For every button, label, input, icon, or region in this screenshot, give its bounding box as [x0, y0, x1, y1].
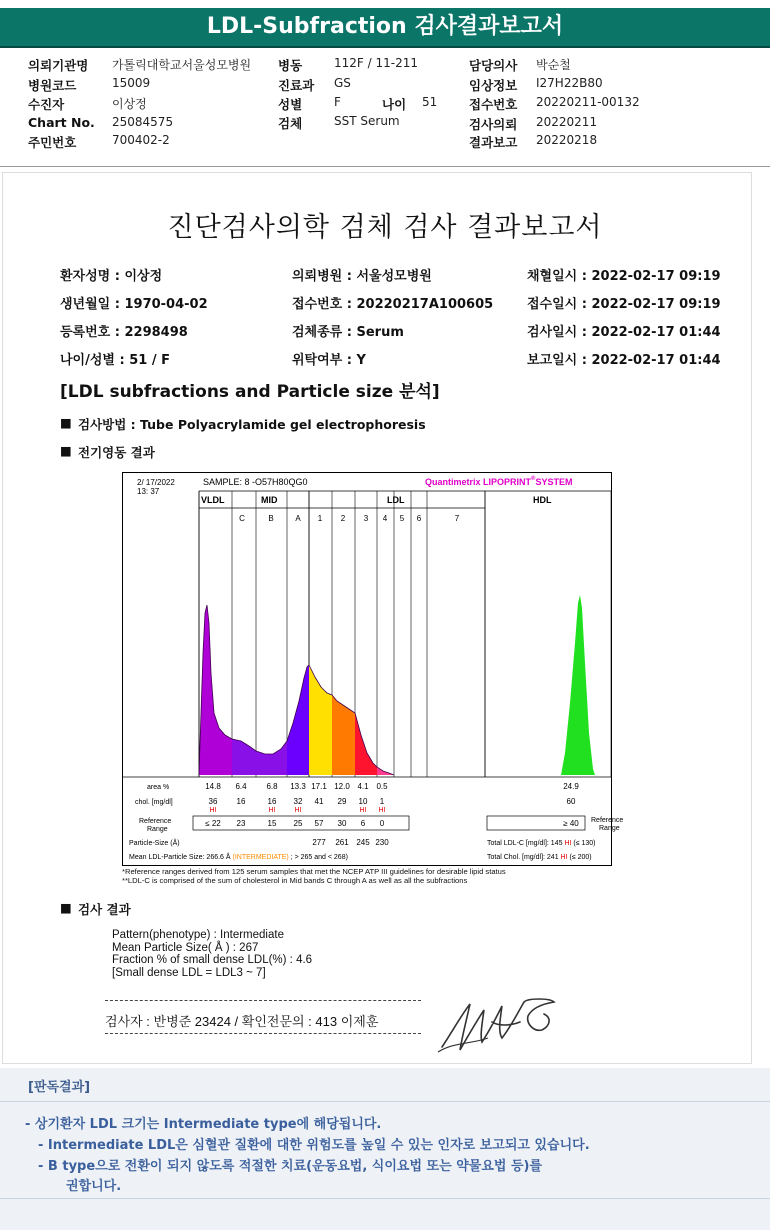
chart-footnotes	[122, 867, 602, 885]
info-label: 임상정보	[469, 78, 518, 93]
footnote: **LDL-C is comprised of the sum of cholesterol in Mid bands C through A as well as all the subfractions	[122, 876, 468, 885]
info-value: F	[334, 95, 341, 109]
info-value: 112F / 11-211	[334, 56, 418, 70]
patient-field: 검체종류 : Serum	[292, 325, 404, 340]
result-label: 검사 결과	[78, 902, 131, 917]
particle-size-value: 230	[375, 838, 389, 847]
chol-value: 32	[293, 797, 303, 806]
area-value: 6.4	[235, 782, 247, 791]
info-value: I27H22B80	[536, 76, 603, 90]
flag-value: HI	[359, 807, 367, 814]
area-value: 17.1	[311, 782, 327, 791]
chol-value: 16	[236, 797, 246, 806]
band-label: 6	[416, 514, 422, 523]
result-line: Fraction % of small dense LDL(%) : 4.6	[112, 954, 313, 966]
order-info-table	[0, 50, 770, 167]
chart-sample: SAMPLE: 8 -O57H80QG0	[203, 477, 308, 487]
group-label-mid: MID	[261, 495, 278, 505]
group-label-hdl: HDL	[533, 495, 552, 505]
area-value: 4.1	[357, 782, 369, 791]
interpretation-line: 권합니다.	[66, 1179, 122, 1194]
ldl3-peak	[355, 713, 377, 775]
ref-value: ≤ 22	[205, 819, 221, 828]
ldl2-peak	[332, 695, 355, 775]
patient-field: 검사일시 : 2022-02-17 01:44	[527, 325, 721, 340]
ref-value: 6	[360, 819, 366, 828]
bullet-icon: ■	[60, 443, 72, 458]
info-label: 병원코드	[28, 78, 77, 93]
chart-system-name: Quantimetrix LIPOPRINT®SYSTEM	[425, 476, 573, 487]
patient-field: 등록번호 : 2298498	[60, 325, 188, 340]
chart-date: 2/ 17/2022	[137, 478, 175, 487]
info-value: 15009	[112, 76, 151, 90]
electrophoresis-curves	[199, 595, 595, 775]
info-label: Chart No.	[28, 115, 95, 130]
particle-size-value: 277	[312, 838, 326, 847]
area-value: 14.8	[205, 782, 221, 791]
info-label: 진료과	[278, 78, 315, 93]
band-label: B	[268, 514, 274, 523]
area-value: 13.3	[290, 782, 306, 791]
row-label-ref: Reference	[139, 818, 172, 825]
info-label: 담당의사	[469, 58, 518, 73]
bullet-icon: ■	[60, 900, 72, 915]
ref-value: ≥ 40	[563, 819, 579, 828]
info-value: 이상정	[112, 97, 147, 111]
ldl1-peak	[309, 665, 332, 775]
info-label: 주민번호	[28, 135, 77, 150]
report-title: 진단검사의학 검체 검사 결과보고서	[167, 212, 603, 243]
info-value: 51	[422, 95, 438, 109]
particle-size-value: 245	[356, 838, 370, 847]
divider	[105, 1033, 421, 1034]
ref-value: 25	[293, 819, 303, 828]
patient-field: 접수일시 : 2022-02-17 09:19	[527, 297, 721, 312]
band-label: A	[295, 514, 301, 523]
section-title: [LDL subfractions and Particle size 분석]	[60, 382, 440, 402]
group-label-ldl: LDL	[387, 495, 405, 505]
band-label: 2	[340, 514, 346, 523]
patient-field: 환자성명 : 이상정	[60, 269, 163, 284]
band-label: 1	[317, 514, 323, 523]
chol-value: 36	[208, 797, 218, 806]
group-label-vldl: VLDL	[201, 495, 225, 505]
info-value: 20220211-00132	[536, 95, 640, 109]
band-label: 5	[399, 514, 405, 523]
patient-field: 의뢰병원 : 서울성모병원	[292, 269, 432, 284]
flag-value: HI	[209, 807, 217, 814]
band-label: 7	[454, 514, 460, 523]
electrophoresis-chart	[122, 472, 624, 866]
flag-value: HI	[268, 807, 276, 814]
total-chol-line: Total Chol. [mg/dl]: 241 HI (≤ 200)	[487, 854, 592, 861]
chol-value: 1	[379, 797, 385, 806]
patient-field: 위탁여부 : Y	[292, 353, 366, 368]
band-separators	[199, 491, 611, 777]
handwritten-signature	[432, 992, 562, 1058]
info-value: SST Serum	[334, 114, 400, 128]
info-label: 나이	[382, 97, 407, 112]
info-label: 병동	[278, 58, 303, 73]
row-label-area: area %	[147, 784, 170, 791]
info-label: 수진자	[28, 97, 65, 112]
interpretation-heading: [판독결과]	[28, 1080, 91, 1095]
band-labels	[239, 514, 460, 523]
result-line: Mean Particle Size( Å ) : 267	[112, 941, 259, 954]
result-line: Pattern(phenotype) : Intermediate	[112, 929, 284, 941]
bullet-icon: ■	[60, 415, 72, 430]
band-label: 4	[382, 514, 388, 523]
info-label: 성별	[278, 97, 303, 112]
band-label: C	[239, 514, 245, 523]
chol-value: 60	[566, 797, 576, 806]
info-label: 결과보고	[469, 135, 518, 150]
divider	[105, 1000, 421, 1001]
footnote: *Reference ranges derived from 125 serum samples that met the NCEP ATP III guidelines for desirable lipid status	[122, 867, 506, 876]
divider	[0, 1198, 770, 1199]
particle-size-value: 261	[335, 838, 349, 847]
chol-value: 41	[314, 797, 324, 806]
row-label-chol: chol. [mg/dl]	[135, 799, 173, 806]
area-value: 24.9	[563, 782, 579, 791]
interpretation-line: - B type으로 전환이 되지 않도록 적절한 치료(운동요법, 식이요법 또는 약물요법 등)를	[38, 1159, 543, 1174]
interpretation-line: - 상기환자 LDL 크기는 Intermediate type에 해당됩니다.	[25, 1117, 382, 1132]
divider	[0, 1101, 770, 1102]
info-value: 박순철	[536, 58, 571, 72]
row-label-range: Range	[147, 826, 168, 833]
patient-field: 보고일시 : 2022-02-17 01:44	[527, 353, 721, 368]
info-value: 20220218	[536, 133, 598, 147]
row-label-range-right: Range	[599, 825, 620, 832]
area-value: 6.8	[266, 782, 278, 791]
chol-value: 29	[337, 797, 347, 806]
ref-value: 15	[267, 819, 277, 828]
electrophoresis-plot	[123, 473, 624, 865]
ref-value: 57	[314, 819, 324, 828]
ref-value: 0	[379, 819, 385, 828]
info-label: 검사의뢰	[469, 117, 518, 132]
area-value: 12.0	[334, 782, 350, 791]
hdl-peak	[561, 595, 595, 775]
info-label: 검체	[278, 116, 303, 131]
flag-value: HI	[378, 807, 386, 814]
chol-value: 16	[267, 797, 277, 806]
info-value: GS	[334, 76, 351, 90]
total-ldl-line: Total LDL-C [mg/dl]: 145 HI (≤ 130)	[487, 840, 596, 847]
report-header-title: LDL-Subfraction 검사결과보고서	[0, 8, 770, 48]
mid-c-peak	[232, 739, 287, 775]
ref-value: 30	[337, 819, 347, 828]
patient-field: 생년월일 : 1970-04-02	[60, 297, 208, 312]
area-value: 0.5	[376, 782, 388, 791]
row-label-size: Particle-Size (Å)	[129, 840, 180, 847]
ref-value: 23	[236, 819, 246, 828]
mid-a-peak	[287, 665, 309, 775]
info-label: 접수번호	[469, 97, 518, 112]
info-value: 25084575	[112, 115, 174, 129]
chol-value: 10	[358, 797, 368, 806]
method-label: 검사방법 : Tube Polyacrylamide gel electrophoresis	[78, 417, 426, 432]
patient-field: 채혈일시 : 2022-02-17 09:19	[527, 269, 721, 284]
signature-line: 검사자 : 반병준 23424 / 확인전문의 : 413 이제훈	[105, 1014, 379, 1029]
result-table	[129, 782, 623, 861]
result-line: [Small dense LDL = LDL3 ~ 7]	[112, 966, 266, 979]
electro-label: 전기영동 결과	[78, 445, 155, 460]
mean-size-line: Mean LDL-Particle Size: 266.6 Å (INTERMEDIATE) ; > 265 and < 268)	[129, 854, 348, 861]
interpretation-line: - Intermediate LDL은 심혈관 질환에 대한 위험도를 높일 수 있는 인자로 보고되고 있습니다.	[38, 1138, 590, 1153]
row-label-ref-right: Reference	[591, 817, 624, 824]
chart-time: 13: 37	[137, 487, 160, 496]
patient-field: 접수번호 : 20220217A100605	[292, 297, 494, 312]
test-results	[112, 929, 312, 979]
flag-value: HI	[294, 807, 302, 814]
band-label: 3	[363, 514, 369, 523]
patient-field: 나이/성별 : 51 / F	[60, 353, 171, 368]
info-label: 의뢰기관명	[28, 58, 89, 73]
info-value: 20220211	[536, 115, 598, 129]
info-value: 가톨릭대학교서울성모병원	[112, 58, 252, 72]
info-value: 700402-2	[112, 133, 170, 147]
